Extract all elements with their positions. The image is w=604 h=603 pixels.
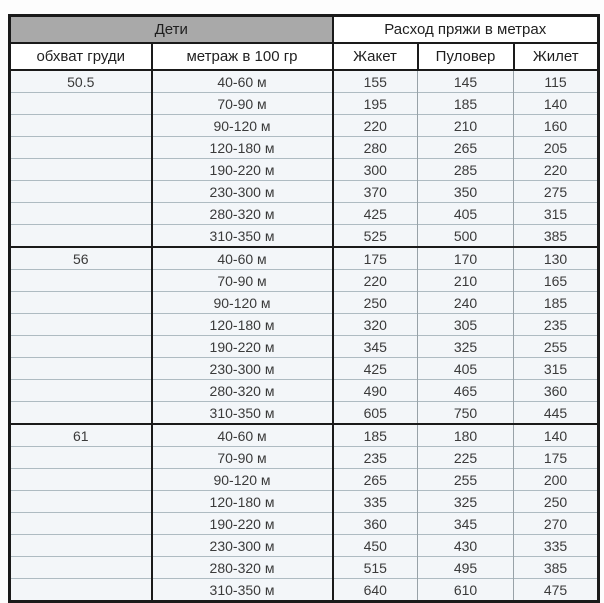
pullover-value-cell: 210 bbox=[418, 115, 514, 137]
vest-value-cell: 205 bbox=[514, 137, 599, 159]
vest-value-cell: 475 bbox=[514, 579, 599, 602]
chest-size-cell: 56 bbox=[10, 247, 152, 270]
meterage-range-cell: 190-220 м bbox=[152, 336, 333, 358]
jacket-value-cell: 335 bbox=[333, 491, 418, 513]
table-row bbox=[10, 225, 599, 248]
chest-size-cell bbox=[10, 535, 152, 557]
table-row bbox=[10, 336, 599, 358]
table-row bbox=[10, 402, 599, 425]
vest-value-cell: 385 bbox=[514, 225, 599, 248]
meterage-range-cell: 40-60 м bbox=[152, 424, 333, 447]
meterage-range-cell: 70-90 м bbox=[152, 93, 333, 115]
table-row bbox=[10, 70, 599, 93]
pullover-value-cell: 145 bbox=[418, 70, 514, 93]
vest-value-cell: 160 bbox=[514, 115, 599, 137]
pullover-value-cell: 285 bbox=[418, 159, 514, 181]
pullover-value-cell: 430 bbox=[418, 535, 514, 557]
pullover-value-cell: 210 bbox=[418, 270, 514, 292]
chest-size-cell bbox=[10, 402, 152, 425]
pullover-value-cell: 465 bbox=[418, 380, 514, 402]
vest-value-cell: 255 bbox=[514, 336, 599, 358]
jacket-value-cell: 525 bbox=[333, 225, 418, 248]
table-row bbox=[10, 447, 599, 469]
chest-size-cell bbox=[10, 491, 152, 513]
pullover-value-cell: 170 bbox=[418, 247, 514, 270]
jacket-value-cell: 515 bbox=[333, 557, 418, 579]
jacket-value-cell: 370 bbox=[333, 181, 418, 203]
vest-value-cell: 360 bbox=[514, 380, 599, 402]
chest-size-cell bbox=[10, 513, 152, 535]
pullover-value-cell: 255 bbox=[418, 469, 514, 491]
group-header-row bbox=[10, 16, 599, 44]
table-row bbox=[10, 579, 599, 602]
table-row bbox=[10, 380, 599, 402]
consumption-group-header: Расход пряжи в метрах bbox=[333, 16, 599, 44]
jacket-value-cell: 450 bbox=[333, 535, 418, 557]
table-row bbox=[10, 292, 599, 314]
chest-size-cell bbox=[10, 336, 152, 358]
chest-size-cell bbox=[10, 557, 152, 579]
col-header-jacket: Жакет bbox=[333, 43, 418, 70]
pullover-value-cell: 500 bbox=[418, 225, 514, 248]
vest-value-cell: 385 bbox=[514, 557, 599, 579]
vest-value-cell: 115 bbox=[514, 70, 599, 93]
chest-size-cell bbox=[10, 292, 152, 314]
jacket-value-cell: 300 bbox=[333, 159, 418, 181]
meterage-range-cell: 120-180 м bbox=[152, 491, 333, 513]
chest-size-cell bbox=[10, 181, 152, 203]
chest-size-cell: 61 bbox=[10, 424, 152, 447]
meterage-range-cell: 230-300 м bbox=[152, 358, 333, 380]
pullover-value-cell: 750 bbox=[418, 402, 514, 425]
chest-size-cell bbox=[10, 93, 152, 115]
table-row bbox=[10, 535, 599, 557]
jacket-value-cell: 425 bbox=[333, 203, 418, 225]
meterage-range-cell: 90-120 м bbox=[152, 469, 333, 491]
pullover-value-cell: 185 bbox=[418, 93, 514, 115]
jacket-value-cell: 220 bbox=[333, 270, 418, 292]
pullover-value-cell: 180 bbox=[418, 424, 514, 447]
chest-size-cell bbox=[10, 447, 152, 469]
table-row bbox=[10, 424, 599, 447]
meterage-range-cell: 280-320 м bbox=[152, 203, 333, 225]
table-row bbox=[10, 115, 599, 137]
table-body bbox=[10, 70, 599, 602]
meterage-range-cell: 70-90 м bbox=[152, 447, 333, 469]
pullover-value-cell: 265 bbox=[418, 137, 514, 159]
table-row bbox=[10, 314, 599, 336]
children-group-header: Дети bbox=[10, 16, 333, 44]
table-row bbox=[10, 491, 599, 513]
pullover-value-cell: 350 bbox=[418, 181, 514, 203]
vest-value-cell: 250 bbox=[514, 491, 599, 513]
jacket-value-cell: 640 bbox=[333, 579, 418, 602]
vest-value-cell: 185 bbox=[514, 292, 599, 314]
vest-value-cell: 140 bbox=[514, 424, 599, 447]
col-header-vest: Жилет bbox=[514, 43, 599, 70]
jacket-value-cell: 250 bbox=[333, 292, 418, 314]
pullover-value-cell: 305 bbox=[418, 314, 514, 336]
table-row bbox=[10, 159, 599, 181]
table-row bbox=[10, 203, 599, 225]
meterage-range-cell: 120-180 м bbox=[152, 314, 333, 336]
vest-value-cell: 140 bbox=[514, 93, 599, 115]
vest-value-cell: 275 bbox=[514, 181, 599, 203]
pullover-value-cell: 405 bbox=[418, 203, 514, 225]
pullover-value-cell: 610 bbox=[418, 579, 514, 602]
table-row bbox=[10, 513, 599, 535]
jacket-value-cell: 280 bbox=[333, 137, 418, 159]
meterage-range-cell: 90-120 м bbox=[152, 292, 333, 314]
col-header-chest: обхват груди bbox=[10, 43, 152, 70]
col-header-meterage: метраж в 100 гр bbox=[152, 43, 333, 70]
chest-size-cell bbox=[10, 225, 152, 248]
table-row bbox=[10, 247, 599, 270]
jacket-value-cell: 425 bbox=[333, 358, 418, 380]
jacket-value-cell: 605 bbox=[333, 402, 418, 425]
jacket-value-cell: 360 bbox=[333, 513, 418, 535]
meterage-range-cell: 120-180 м bbox=[152, 137, 333, 159]
pullover-value-cell: 495 bbox=[418, 557, 514, 579]
meterage-range-cell: 280-320 м bbox=[152, 380, 333, 402]
table-row bbox=[10, 137, 599, 159]
table-row bbox=[10, 181, 599, 203]
chest-size-cell bbox=[10, 159, 152, 181]
vest-value-cell: 200 bbox=[514, 469, 599, 491]
vest-value-cell: 165 bbox=[514, 270, 599, 292]
meterage-range-cell: 310-350 м bbox=[152, 579, 333, 602]
meterage-range-cell: 40-60 м bbox=[152, 247, 333, 270]
vest-value-cell: 220 bbox=[514, 159, 599, 181]
jacket-value-cell: 155 bbox=[333, 70, 418, 93]
vest-value-cell: 335 bbox=[514, 535, 599, 557]
chest-size-cell bbox=[10, 115, 152, 137]
vest-value-cell: 175 bbox=[514, 447, 599, 469]
meterage-range-cell: 90-120 м bbox=[152, 115, 333, 137]
vest-value-cell: 235 bbox=[514, 314, 599, 336]
table-row bbox=[10, 93, 599, 115]
table-row bbox=[10, 358, 599, 380]
jacket-value-cell: 175 bbox=[333, 247, 418, 270]
table-row bbox=[10, 469, 599, 491]
pullover-value-cell: 405 bbox=[418, 358, 514, 380]
jacket-value-cell: 195 bbox=[333, 93, 418, 115]
jacket-value-cell: 345 bbox=[333, 336, 418, 358]
meterage-range-cell: 310-350 м bbox=[152, 225, 333, 248]
meterage-range-cell: 190-220 м bbox=[152, 159, 333, 181]
chest-size-cell bbox=[10, 469, 152, 491]
vest-value-cell: 315 bbox=[514, 203, 599, 225]
table-row bbox=[10, 270, 599, 292]
table-row bbox=[10, 557, 599, 579]
jacket-value-cell: 235 bbox=[333, 447, 418, 469]
meterage-range-cell: 310-350 м bbox=[152, 402, 333, 425]
jacket-value-cell: 265 bbox=[333, 469, 418, 491]
pullover-value-cell: 225 bbox=[418, 447, 514, 469]
meterage-range-cell: 280-320 м bbox=[152, 557, 333, 579]
chest-size-cell bbox=[10, 270, 152, 292]
chest-size-cell bbox=[10, 579, 152, 602]
pullover-value-cell: 325 bbox=[418, 336, 514, 358]
meterage-range-cell: 190-220 м bbox=[152, 513, 333, 535]
chest-size-cell bbox=[10, 380, 152, 402]
pullover-value-cell: 240 bbox=[418, 292, 514, 314]
pullover-value-cell: 325 bbox=[418, 491, 514, 513]
vest-value-cell: 315 bbox=[514, 358, 599, 380]
meterage-range-cell: 70-90 м bbox=[152, 270, 333, 292]
chest-size-cell bbox=[10, 358, 152, 380]
jacket-value-cell: 185 bbox=[333, 424, 418, 447]
col-header-pullover: Пуловер bbox=[418, 43, 514, 70]
jacket-value-cell: 220 bbox=[333, 115, 418, 137]
chest-size-cell: 50.5 bbox=[10, 70, 152, 93]
column-header-row bbox=[10, 43, 599, 70]
jacket-value-cell: 320 bbox=[333, 314, 418, 336]
chest-size-cell bbox=[10, 203, 152, 225]
chest-size-cell bbox=[10, 314, 152, 336]
meterage-range-cell: 40-60 м bbox=[152, 70, 333, 93]
vest-value-cell: 445 bbox=[514, 402, 599, 425]
pullover-value-cell: 345 bbox=[418, 513, 514, 535]
yarn-consumption-table bbox=[8, 14, 600, 603]
meterage-range-cell: 230-300 м bbox=[152, 535, 333, 557]
chest-size-cell bbox=[10, 137, 152, 159]
vest-value-cell: 270 bbox=[514, 513, 599, 535]
vest-value-cell: 130 bbox=[514, 247, 599, 270]
meterage-range-cell: 230-300 м bbox=[152, 181, 333, 203]
jacket-value-cell: 490 bbox=[333, 380, 418, 402]
